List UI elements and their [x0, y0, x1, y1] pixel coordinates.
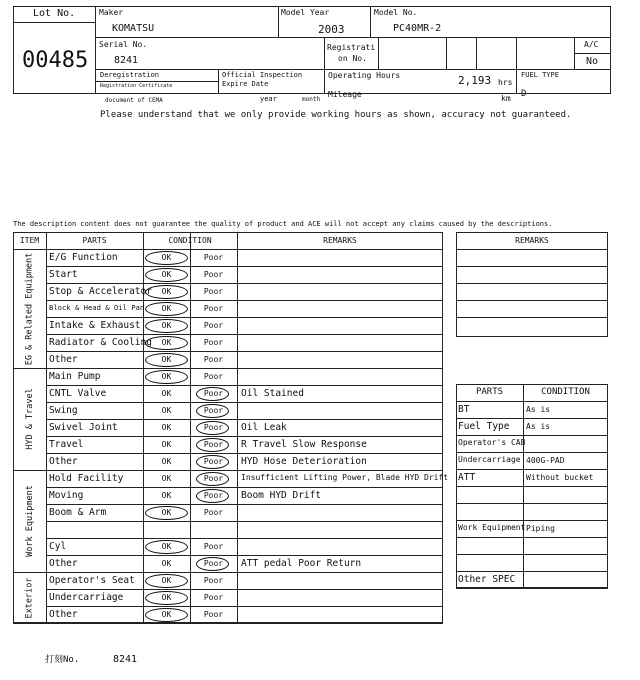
selected-condition-mark [145, 319, 188, 333]
registration-label-2: on No. [338, 54, 367, 63]
condition-poor[interactable]: Poor [203, 406, 224, 415]
condition-poor[interactable]: Poor [203, 338, 224, 347]
part-name: Other [49, 609, 78, 620]
part-name: Stop & Accelerator [49, 286, 152, 297]
option-part: Operator's CAB [458, 438, 526, 447]
condition-ok[interactable]: OK [161, 253, 172, 262]
condition-ok[interactable]: OK [161, 576, 172, 585]
part-name: Cyl [49, 541, 67, 552]
selected-condition-mark [196, 455, 229, 469]
condition-poor[interactable]: Poor [203, 457, 224, 466]
part-name: E/G Function [49, 252, 118, 263]
condition-poor[interactable]: Poor [203, 304, 224, 313]
deregistration-label: Deregistration [100, 71, 160, 79]
model-no-value: PC40MR-2 [393, 23, 442, 34]
part-name: Intake & Exhaust [49, 320, 141, 331]
option-condition: Without bucket [526, 473, 594, 482]
group-label: EG & Related Equipment [24, 252, 35, 365]
condition-ok[interactable]: OK [161, 389, 172, 398]
fuel-type-value: D [521, 89, 527, 99]
remarks-text: Oil Stained [241, 388, 304, 399]
operating-hours-value: 2,193 [458, 74, 492, 87]
model-no-label: Model No. [374, 8, 418, 17]
official-inspection-label: Official Inspection [222, 71, 303, 79]
hours-note: Please understand that we only provide working hours as shown, accuracy not guaranteed. [100, 110, 572, 120]
disclaimer: The description content does not guarantee the quality of product and ACE will not accept any claims caused by the descriptions. [13, 220, 553, 228]
selected-condition-mark [196, 387, 229, 401]
selected-condition-mark [145, 370, 188, 384]
condition-ok[interactable]: OK [161, 542, 172, 551]
part-name: Start [49, 269, 78, 280]
condition-poor[interactable]: Poor [203, 423, 224, 432]
stamp-number: 8241 [113, 654, 138, 665]
part-name: Undercarriage [49, 592, 124, 603]
part-name: Block & Head & Oil Pan [49, 303, 145, 312]
remarks-text: Oil Leak [241, 422, 287, 433]
selected-condition-mark [196, 404, 229, 418]
option-part: BT [458, 404, 470, 415]
remarks-text: Insufficient Lifting Power, Blade HYD Drift [241, 473, 449, 482]
condition-ok[interactable]: OK [161, 270, 172, 279]
condition-poor[interactable]: Poor [203, 576, 224, 585]
part-name: Swivel Joint [49, 422, 118, 433]
month-label: month [302, 96, 321, 103]
selected-condition-mark [145, 540, 188, 554]
ac-value: No [586, 56, 599, 67]
condition-poor[interactable]: Poor [203, 474, 224, 483]
right-remarks-box [456, 232, 608, 337]
remarks-text: ATT pedal Poor Return [241, 558, 362, 569]
option-condition: 400G-PAD [526, 456, 565, 465]
condition-ok[interactable]: OK [161, 372, 172, 381]
part-name: Operator's Seat [49, 575, 135, 586]
part-name: Boom & Arm [49, 507, 107, 518]
condition-poor[interactable]: Poor [203, 542, 224, 551]
remarks-text: Boom HYD Drift [241, 490, 322, 501]
selected-condition-mark [145, 591, 188, 605]
registration-label: Registrati [327, 43, 376, 52]
selected-condition-mark [145, 302, 188, 316]
group-label: HYD & Travel [24, 388, 35, 450]
part-name: Hold Facility [49, 473, 124, 484]
selected-condition-mark [145, 574, 188, 588]
maker-label: Maker [99, 8, 124, 17]
maker-value: KOMATSU [112, 23, 155, 34]
condition-poor[interactable]: Poor [203, 440, 224, 449]
condition-poor[interactable]: Poor [203, 287, 224, 296]
option-condition: As is [526, 405, 551, 414]
option-part: ATT [458, 472, 476, 483]
remarks-text: R Travel Slow Response [241, 439, 367, 450]
part-name: Other [49, 558, 78, 569]
selected-condition-mark [196, 489, 229, 503]
col-item-header: ITEM [19, 236, 40, 245]
option-part: Fuel Type [458, 421, 510, 432]
condition-poor[interactable]: Poor [203, 593, 224, 602]
part-name: Main Pump [49, 371, 101, 382]
selected-condition-mark [145, 268, 188, 282]
condition-poor[interactable]: Poor [203, 372, 224, 381]
condition-poor[interactable]: Poor [203, 559, 224, 568]
condition-poor[interactable]: Poor [203, 610, 224, 619]
condition-poor[interactable]: Poor [203, 491, 224, 500]
hrs-unit: hrs [498, 78, 513, 87]
condition-ok[interactable]: OK [161, 338, 172, 347]
selected-condition-mark [145, 353, 188, 367]
right-parts-header: PARTS [475, 387, 504, 397]
condition-ok[interactable]: OK [161, 304, 172, 313]
km-unit: km [501, 94, 511, 103]
condition-ok[interactable]: OK [161, 440, 172, 449]
condition-ok[interactable]: OK [161, 559, 172, 568]
ac-label: A/C [584, 40, 599, 49]
remarks-text: HYD Hose Deterioration [241, 456, 367, 467]
condition-ok[interactable]: OK [161, 355, 172, 364]
fuel-type-label: FUEL TYPE [521, 71, 559, 79]
part-name: Swing [49, 405, 78, 416]
option-condition: As is [526, 422, 551, 431]
operating-hours-label: Operating Hours [328, 71, 401, 80]
col-parts-header: PARTS [82, 236, 107, 245]
group-label: Exterior [24, 577, 35, 618]
condition-poor[interactable]: Poor [203, 321, 224, 330]
col-condition-header: CONDITION [168, 236, 212, 245]
registration-certificate-label: Registration Certificate [100, 83, 173, 89]
part-name: Other [49, 456, 78, 467]
part-name: Other [49, 354, 78, 365]
condition-ok[interactable]: OK [161, 423, 172, 432]
selected-condition-mark [145, 608, 188, 622]
condition-ok[interactable]: OK [161, 610, 172, 619]
year-label: year [260, 95, 277, 103]
condition-ok[interactable]: OK [161, 508, 172, 517]
lot-label: Lot No. [33, 8, 76, 19]
option-part: Undercarriage [458, 455, 521, 464]
model-year-value: 2003 [318, 23, 345, 36]
col-remarks-header: REMARKS [323, 236, 357, 245]
option-part: Other SPEC [458, 574, 516, 585]
selected-condition-mark [145, 506, 188, 520]
selected-condition-mark [196, 557, 229, 571]
condition-poor[interactable]: Poor [203, 355, 224, 364]
condition-ok[interactable]: OK [161, 287, 172, 296]
right-remarks-header: REMARKS [515, 236, 549, 245]
condition-ok[interactable]: OK [161, 406, 172, 415]
option-part: Work Equipment [458, 523, 526, 532]
condition-poor[interactable]: Poor [203, 508, 224, 517]
condition-ok[interactable]: OK [161, 593, 172, 602]
selected-condition-mark [145, 336, 188, 350]
part-name: Moving [49, 490, 84, 501]
part-name: Radiator & Cooling [49, 337, 152, 348]
condition-poor[interactable]: Poor [203, 253, 224, 262]
expire-date-label: Expire Date [222, 80, 269, 88]
serial-label: Serial No. [99, 40, 148, 49]
selected-condition-mark [145, 285, 188, 299]
cema-label: document of CEMA [105, 97, 163, 104]
option-condition: Piping [526, 524, 555, 533]
selected-condition-mark [145, 251, 188, 265]
condition-poor[interactable]: Poor [203, 270, 224, 279]
lot-number: 00485 [22, 48, 89, 73]
right-condition-header: CONDITION [541, 387, 590, 397]
part-name: Travel [49, 439, 84, 450]
stamp-label: 打刻No. [45, 655, 80, 665]
condition-ok[interactable]: OK [161, 321, 172, 330]
selected-condition-mark [196, 472, 229, 486]
serial-value: 8241 [114, 55, 139, 66]
part-name: CNTL Valve [49, 388, 107, 399]
selected-condition-mark [196, 438, 229, 452]
condition-ok[interactable]: OK [161, 474, 172, 483]
condition-ok[interactable]: OK [161, 457, 172, 466]
condition-poor[interactable]: Poor [203, 389, 224, 398]
group-label: Work Equipment [24, 485, 35, 557]
model-year-label: Model Year [281, 8, 330, 17]
selected-condition-mark [196, 421, 229, 435]
mileage-label: Mileage [328, 90, 362, 99]
condition-ok[interactable]: OK [161, 491, 172, 500]
